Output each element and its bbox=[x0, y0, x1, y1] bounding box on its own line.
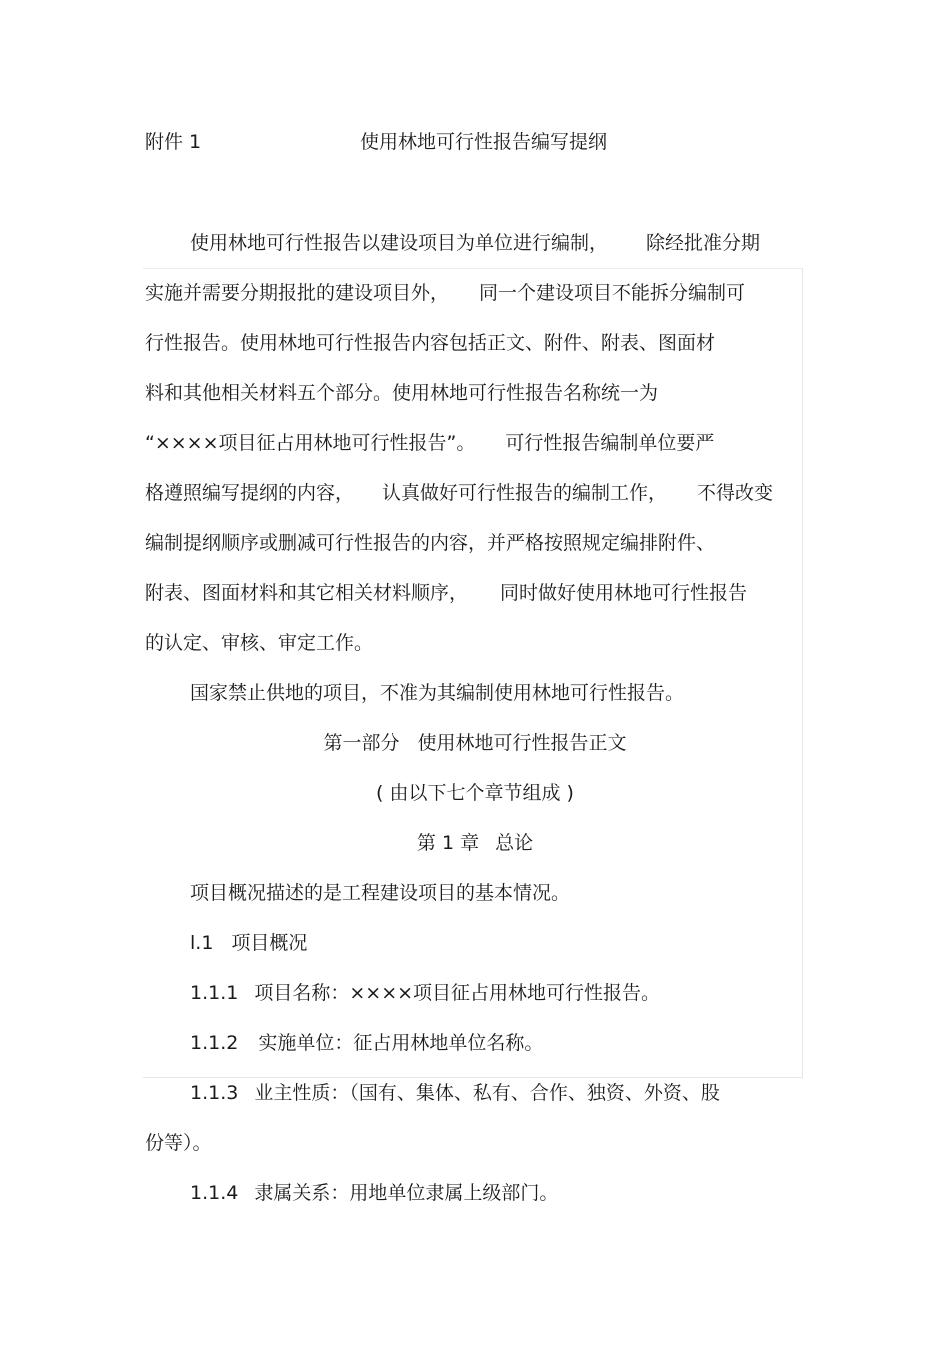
part-one-subtitle: ( 由以下七个章节组成 ) bbox=[376, 782, 574, 804]
item-1-1-3-continuation: 份等）。 bbox=[145, 1132, 212, 1154]
item-text: 隶属关系：用地单位隶属上级部门。 bbox=[254, 1182, 559, 1204]
intro-line-5 bbox=[145, 429, 714, 457]
intro-line-6-part-1: 格遵照编写提纲的内容， bbox=[145, 482, 355, 504]
intro-line-6-part-2: 认真做好可行性报告的编制工作， bbox=[382, 482, 668, 504]
item-number: 1.1.3 bbox=[190, 1082, 239, 1104]
chapter-title: 总论 bbox=[495, 832, 534, 854]
intro-line-8-part-2: 同时做好使用林地可行性报告 bbox=[500, 582, 748, 604]
item-number: 1.1.4 bbox=[190, 1182, 239, 1204]
item-1-1-3 bbox=[190, 1079, 720, 1107]
intro-line-6-part-3: 不得改变 bbox=[697, 482, 774, 504]
intro-line-6 bbox=[145, 479, 773, 507]
section-number: l.1 bbox=[190, 932, 214, 954]
intro-line-3-part-1: 行性报告。使用林地可行性报告内容包括正文、附件、附表、图面材 bbox=[145, 332, 716, 354]
attachment-label: 附件 1 bbox=[145, 131, 202, 153]
chapter-number: 第 1 章 bbox=[416, 832, 480, 854]
item-text: 项目名称：××××项目征占用林地可行性报告。 bbox=[254, 982, 661, 1004]
intro-line-4-part-1: 料和其他相关材料五个部分。使用林地可行性报告名称统一为 bbox=[145, 382, 659, 404]
intro-line-7-part-1: 编制提纲顺序或删减可行性报告的内容，并严格按照规定编排附件、 bbox=[145, 532, 716, 554]
item-1-1-1 bbox=[190, 979, 660, 1007]
intro-line-2-part-1: 实施并需要分期报批的建设项目外， bbox=[145, 282, 450, 304]
intro-line-3 bbox=[145, 329, 715, 357]
intro-line-1-part-1: 使用林地可行性报告以建设项目为单位进行编制， bbox=[190, 232, 609, 254]
intro-line-7 bbox=[145, 529, 715, 557]
chapter-heading bbox=[145, 829, 805, 857]
part-one-label: 第一部分 bbox=[323, 732, 400, 754]
intro-line-8 bbox=[145, 579, 747, 607]
intro-line-1-part-2: 除经批准分期 bbox=[646, 232, 761, 254]
section-title: 项目概况 bbox=[231, 932, 308, 954]
item-1-1-2 bbox=[190, 1029, 543, 1057]
document-title: 使用林地可行性报告编写提纲 bbox=[360, 131, 608, 153]
intro-line-1 bbox=[190, 229, 760, 257]
item-text: 实施单位：征占用林地单位名称。 bbox=[258, 1032, 544, 1054]
intro-line-4 bbox=[145, 379, 658, 407]
section-heading bbox=[190, 929, 307, 957]
item-1-1-4 bbox=[190, 1179, 558, 1207]
intro-line-2 bbox=[145, 279, 745, 307]
item-text: 业主性质：（国有、集体、私有、合作、独资、外资、股 bbox=[254, 1082, 720, 1104]
part-one-heading bbox=[145, 729, 805, 757]
intro-line-2-part-2: 同一个建设项目不能拆分编制可 bbox=[479, 282, 746, 304]
intro-line-5-part-2: 可行性报告编制单位要严 bbox=[505, 432, 715, 454]
intro-line-9 bbox=[145, 629, 373, 657]
intro-line-8-part-1: 附表、图面材料和其它相关材料顺序， bbox=[145, 582, 469, 604]
intro-line-9-part-1: 的认定、审核、审定工作。 bbox=[145, 632, 374, 654]
prohibition-paragraph: 国家禁止供地的项目，不准为其编制使用林地可行性报告。 bbox=[190, 682, 685, 704]
item-number: 1.1.2 bbox=[190, 1032, 239, 1054]
part-one-title: 使用林地可行性报告正文 bbox=[417, 732, 627, 754]
item-number: 1.1.1 bbox=[190, 982, 239, 1004]
chapter-intro: 项目概况描述的是工程建设项目的基本情况。 bbox=[190, 882, 571, 904]
intro-line-5-part-1: “××××项目征占用林地可行性报告”。 bbox=[145, 432, 476, 454]
